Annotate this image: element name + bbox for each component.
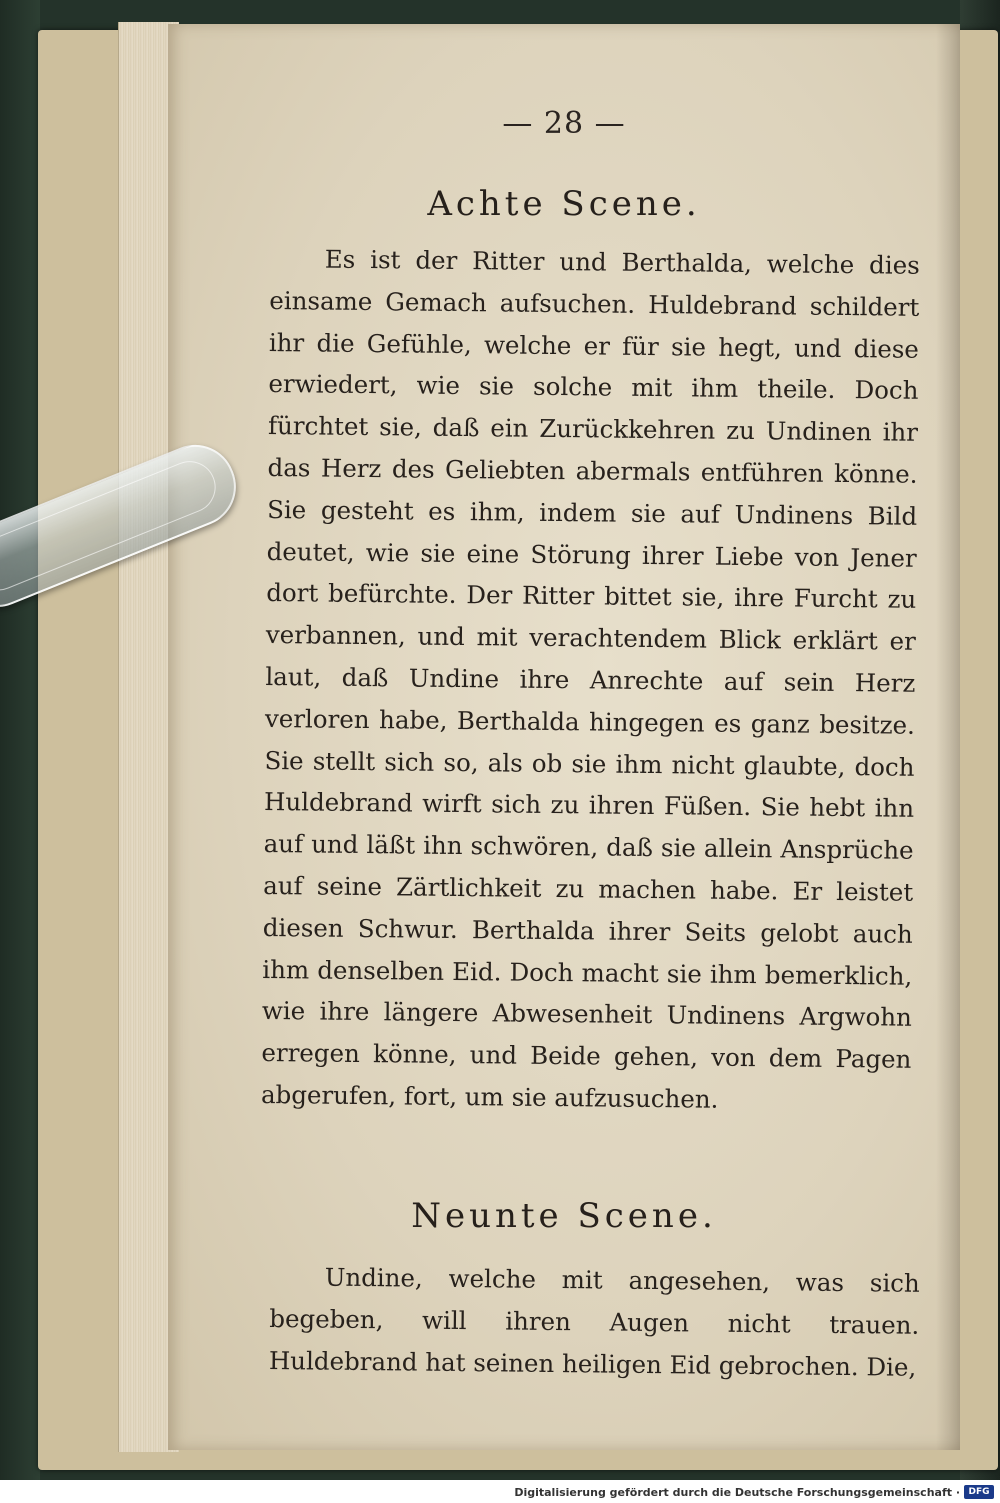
scene-paragraph: Undine, welche mit angesehen, was sich begeben, will ihren Augen nicht trauen. Huldebrand hat seinen heiligen Eid gebrochen. Die,	[268, 1262, 920, 1382]
spine-shadow	[936, 24, 960, 1450]
book-page	[168, 24, 960, 1450]
page-number: — 28 —	[502, 106, 626, 141]
dfg-logo: DFG	[964, 1485, 994, 1499]
digitization-credit: Digitalisierung gefördert durch die Deutsche Forschungsgemeinschaft ·	[514, 1486, 960, 1499]
footer-bar	[0, 1480, 1000, 1503]
scene-heading: Achte Scene.	[427, 184, 701, 224]
scene-paragraph: Es ist der Ritter und Berthalda, welche dies einsame Gemach aufsuchen. Huldebrand schildert ihr die Gefühle, welche er für sie hegt, und diese erwiedert, wie sie solche mit ihm theile. Doch fürchtet sie, daß ein Zurückkehren zu Undinen ihr das Herz des Geliebten abermals entführen könne. Sie gesteht es ihm, indem sie auf Undinens Bild deutet, wie sie eine Störung ihrer Liebe von Jener dort befürchte. Der Ritter bittet sie, ihre Furcht zu verbannen, und mit verachtendem Blick erklärt er laut, daß Undine ihre Anrechte auf sein Herz verloren habe, Berthalda hingegen es ganz besitze. Sie stellt sich so, als ob sie ihm nicht glaubte, doch Huldebrand wirft sich zu ihren Füßen. Sie hebt ihn auf und läßt ihn schwören, daß sie allein Ansprüche auf seine Zärtlichkeit zu machen habe. Er leistet diesen Schwur. Berthalda ihrer Seits gelobt auch ihm denselben Eid. Doch macht sie ihm bemerklich, wie ihre längere Abwesenheit Undinens Argwohn erregen könne, und Beide gehen, von dem Pagen abgerufen, fort, um sie aufzusuchen.	[260, 244, 920, 1114]
scan-backdrop-left	[0, 0, 40, 1503]
scene-heading: Neunte Scene.	[411, 1196, 717, 1236]
